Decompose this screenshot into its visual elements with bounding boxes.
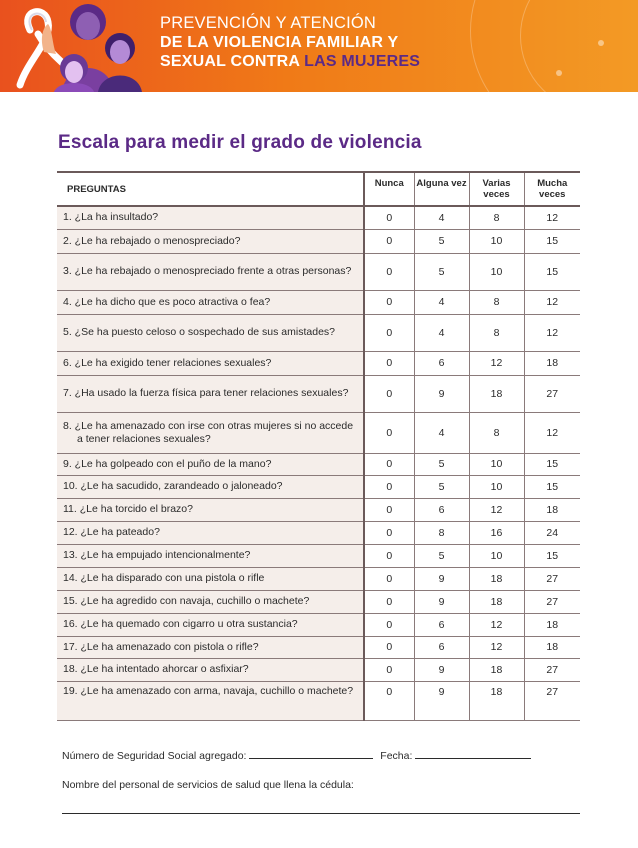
header-muchas-veces: Mucha veces: [524, 172, 580, 206]
table-row: [57, 453, 580, 475]
score-alguna-vez: 9: [414, 590, 469, 613]
header-nunca: Nunca: [364, 172, 414, 206]
score-nunca: 0: [364, 290, 414, 314]
table-header-row: [57, 172, 580, 206]
table-row: [57, 206, 580, 229]
score-nunca: 0: [364, 521, 414, 544]
table-row: [57, 229, 580, 253]
score-varias-veces: 8: [469, 412, 524, 453]
question-text: 16. ¿Le ha quemado con cigarro u otra sustancia?: [63, 618, 298, 630]
score-varias-veces: 10: [469, 253, 524, 290]
score-alguna-vez: 5: [414, 253, 469, 290]
question-cell: [57, 567, 364, 590]
score-alguna-vez: 4: [414, 314, 469, 351]
score-alguna-vez: 9: [414, 375, 469, 412]
score-nunca: 0: [364, 375, 414, 412]
score-alguna-vez: 5: [414, 453, 469, 475]
score-varias-veces: 16: [469, 521, 524, 544]
question-text: 3. ¿Le ha rebajado o menospreciado frente a otras personas?: [63, 265, 352, 277]
score-muchas-veces: 27: [524, 658, 580, 681]
violence-scale-table: [57, 171, 580, 721]
table-row: [57, 544, 580, 567]
score-muchas-veces: 27: [524, 567, 580, 590]
question-cell: [57, 206, 364, 229]
header-title-line2: DE LA VIOLENCIA FAMILIAR Y: [160, 34, 399, 51]
score-varias-veces: 18: [469, 681, 524, 720]
table-row: [57, 590, 580, 613]
score-varias-veces: 18: [469, 375, 524, 412]
personal-name-field[interactable]: [62, 813, 580, 814]
header-preguntas: PREGUNTAS: [57, 172, 364, 206]
question-text: 15. ¿Le ha agredido con navaja, cuchillo o machete?: [63, 595, 310, 607]
question-text: 11. ¿Le ha torcido el brazo?: [63, 503, 193, 515]
score-varias-veces: 18: [469, 658, 524, 681]
question-text: 10. ¿Le ha sacudido, zarandeado o jaloneado?: [63, 480, 283, 492]
question-cell: [57, 613, 364, 636]
question-cell: [57, 412, 364, 453]
score-muchas-veces: 18: [524, 351, 580, 375]
score-alguna-vez: 5: [414, 475, 469, 498]
score-nunca: 0: [364, 681, 414, 720]
table-row: [57, 253, 580, 290]
fecha-label: Fecha:: [380, 750, 413, 762]
question-cell: [57, 351, 364, 375]
table-row: [57, 567, 580, 590]
nss-label: Número de Seguridad Social agregado:: [62, 750, 247, 762]
score-varias-veces: 10: [469, 453, 524, 475]
score-alguna-vez: 4: [414, 412, 469, 453]
question-cell: [57, 453, 364, 475]
header-title-line1: PREVENCIÓN Y ATENCIÓN: [160, 14, 377, 32]
question-text: 12. ¿Le ha pateado?: [63, 526, 160, 538]
score-alguna-vez: 6: [414, 636, 469, 658]
score-alguna-vez: 9: [414, 567, 469, 590]
header-alguna-vez: Alguna vez: [414, 172, 469, 206]
score-nunca: 0: [364, 613, 414, 636]
score-muchas-veces: 15: [524, 544, 580, 567]
score-muchas-veces: 27: [524, 681, 580, 720]
header-title: [160, 14, 420, 71]
question-text: 9. ¿Le ha golpeado con el puño de la mano?: [63, 457, 272, 470]
question-cell: [57, 590, 364, 613]
score-alguna-vez: 6: [414, 498, 469, 521]
score-alguna-vez: 6: [414, 613, 469, 636]
score-alguna-vez: 9: [414, 658, 469, 681]
header-title-accent: LAS MUJERES: [304, 53, 421, 70]
score-nunca: 0: [364, 636, 414, 658]
score-nunca: 0: [364, 314, 414, 351]
question-cell: [57, 475, 364, 498]
table-row: [57, 521, 580, 544]
score-muchas-veces: 15: [524, 453, 580, 475]
question-text: 1. ¿La ha insultado?: [63, 211, 159, 224]
score-varias-veces: 18: [469, 567, 524, 590]
table-row: [57, 375, 580, 412]
question-text: 14. ¿Le ha disparado con una pistola o rifle: [63, 572, 265, 584]
header-banner: [0, 0, 638, 92]
question-cell: [57, 544, 364, 567]
score-alguna-vez: 8: [414, 521, 469, 544]
question-cell: [57, 375, 364, 412]
score-muchas-veces: 15: [524, 229, 580, 253]
table-row: [57, 290, 580, 314]
header-varias-veces: Varias veces: [469, 172, 524, 206]
score-muchas-veces: 12: [524, 206, 580, 229]
score-nunca: 0: [364, 567, 414, 590]
score-muchas-veces: 12: [524, 412, 580, 453]
score-nunca: 0: [364, 498, 414, 521]
header-title-line3: [160, 52, 420, 71]
decorative-dot: [556, 70, 562, 76]
score-muchas-veces: 15: [524, 475, 580, 498]
personal-label: Nombre del personal de servicios de salud que llena la cédula:: [62, 779, 354, 791]
score-varias-veces: 8: [469, 290, 524, 314]
question-cell: [57, 253, 364, 290]
question-text: 2. ¿Le ha rebajado o menospreciado?: [63, 234, 241, 247]
decorative-ring: [520, 0, 638, 92]
table-row: [57, 681, 580, 720]
question-cell: [57, 521, 364, 544]
page-title: Escala para medir el grado de violencia: [58, 132, 422, 153]
score-nunca: 0: [364, 253, 414, 290]
score-alguna-vez: 6: [414, 351, 469, 375]
table-row: [57, 636, 580, 658]
score-alguna-vez: 5: [414, 544, 469, 567]
question-cell: [57, 498, 364, 521]
score-varias-veces: 10: [469, 544, 524, 567]
question-text: 17. ¿Le ha amenazado con pistola o rifle?: [63, 640, 259, 653]
table-row: [57, 314, 580, 351]
table-row: [57, 613, 580, 636]
question-cell: [57, 229, 364, 253]
score-alguna-vez: 9: [414, 681, 469, 720]
nss-field[interactable]: [249, 758, 373, 759]
score-nunca: 0: [364, 453, 414, 475]
question-cell: [57, 636, 364, 658]
table-row: [57, 475, 580, 498]
score-alguna-vez: 4: [414, 290, 469, 314]
table-row: [57, 351, 580, 375]
question-text: 13. ¿Le ha empujado intencionalmente?: [63, 549, 251, 561]
score-varias-veces: 12: [469, 351, 524, 375]
table-row: [57, 658, 580, 681]
score-muchas-veces: 12: [524, 290, 580, 314]
score-varias-veces: 10: [469, 475, 524, 498]
score-nunca: 0: [364, 658, 414, 681]
score-nunca: 0: [364, 544, 414, 567]
score-muchas-veces: 18: [524, 636, 580, 658]
question-cell: [57, 681, 364, 720]
question-text: 8. ¿Le ha amenazado con irse con otras mujeres si no accede a tener relaciones sexuales?: [63, 419, 354, 445]
score-nunca: 0: [364, 475, 414, 498]
score-muchas-veces: 18: [524, 498, 580, 521]
question-text: 7. ¿Ha usado la fuerza física para tener relaciones sexuales?: [63, 387, 349, 399]
score-varias-veces: 18: [469, 590, 524, 613]
score-nunca: 0: [364, 206, 414, 229]
nss-line: [62, 750, 531, 762]
score-varias-veces: 12: [469, 498, 524, 521]
question-text: 18. ¿Le ha intentado ahorcar o asfixiar?: [63, 663, 249, 675]
score-nunca: 0: [364, 351, 414, 375]
score-varias-veces: 12: [469, 636, 524, 658]
women-illustration-icon: [0, 0, 150, 92]
question-text: 6. ¿Le ha exigido tener relaciones sexuales?: [63, 356, 272, 369]
table-row: [57, 498, 580, 521]
score-alguna-vez: 5: [414, 229, 469, 253]
score-muchas-veces: 12: [524, 314, 580, 351]
question-cell: [57, 290, 364, 314]
score-alguna-vez: 4: [414, 206, 469, 229]
score-varias-veces: 8: [469, 314, 524, 351]
score-nunca: 0: [364, 590, 414, 613]
score-varias-veces: 8: [469, 206, 524, 229]
score-nunca: 0: [364, 412, 414, 453]
score-muchas-veces: 27: [524, 375, 580, 412]
score-muchas-veces: 15: [524, 253, 580, 290]
score-muchas-veces: 18: [524, 613, 580, 636]
question-cell: [57, 314, 364, 351]
question-text: 4. ¿Le ha dicho que es poco atractiva o fea?: [63, 295, 271, 308]
decorative-dot: [598, 40, 604, 46]
question-cell: [57, 658, 364, 681]
question-text: 19. ¿Le ha amenazado con arma, navaja, cuchillo o machete?: [63, 684, 354, 697]
score-varias-veces: 12: [469, 613, 524, 636]
score-muchas-veces: 24: [524, 521, 580, 544]
score-varias-veces: 10: [469, 229, 524, 253]
fecha-field[interactable]: [415, 758, 531, 759]
table-row: [57, 412, 580, 453]
question-text: 5. ¿Se ha puesto celoso o sospechado de sus amistades?: [63, 326, 336, 338]
header-title-line3-prefix: SEXUAL CONTRA: [160, 53, 305, 70]
score-muchas-veces: 27: [524, 590, 580, 613]
score-nunca: 0: [364, 229, 414, 253]
